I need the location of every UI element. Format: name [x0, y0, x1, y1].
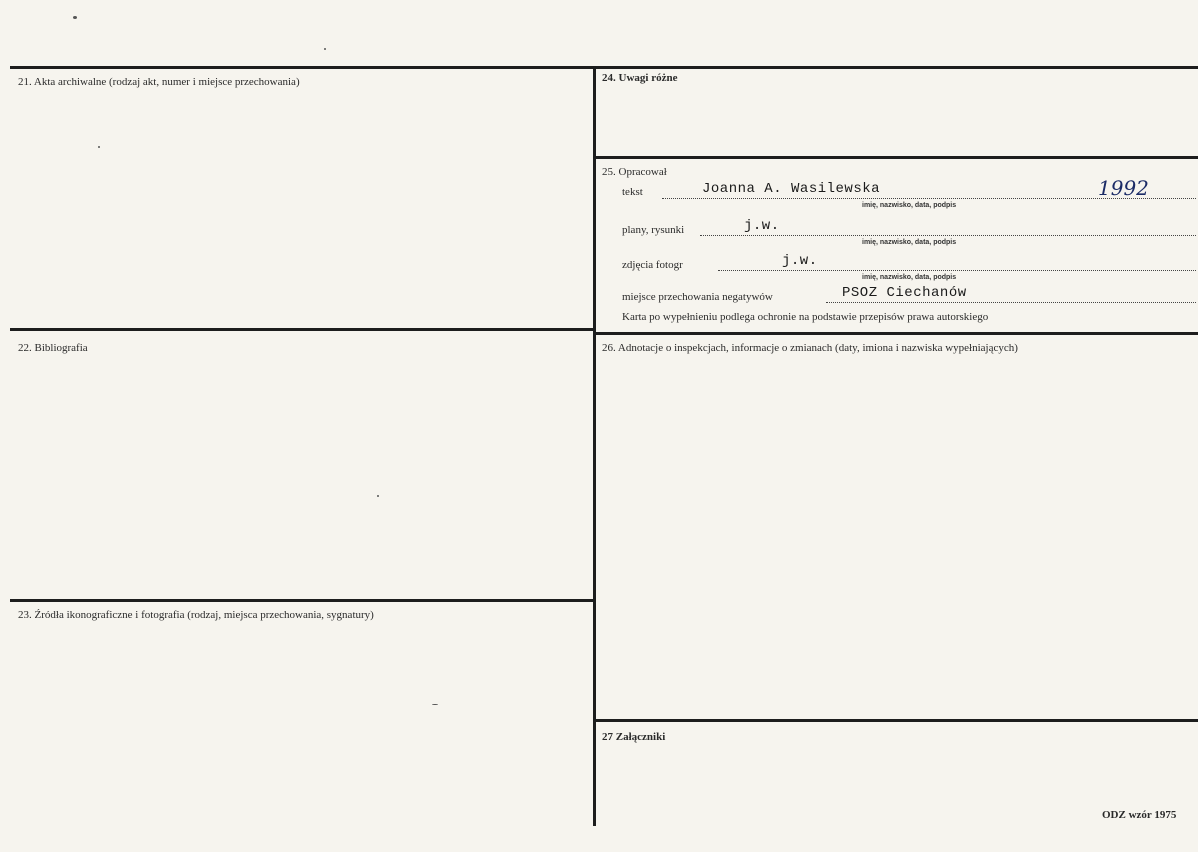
divider-26-27 — [596, 719, 1198, 722]
zdjecia-label: zdjęcia fotogr — [622, 259, 683, 271]
plany-value: j.w. — [744, 218, 780, 234]
negatywy-value: PSOZ Ciechanów — [842, 285, 967, 301]
section-24-label: 24. Uwagi różne — [602, 72, 678, 84]
tekst-value: Joanna A. Wasilewska — [702, 181, 881, 197]
divider-24-25 — [596, 156, 1198, 159]
copyright-note: Karta po wypełnieniu podlega ochronie na podstawie przepisów prawa autorskiego — [622, 311, 989, 323]
negatywy-label: miejsce przechowania negatywów — [622, 291, 773, 303]
paper-speck — [98, 146, 100, 148]
section-25-label: 25. Opracował — [602, 166, 667, 178]
center-divider — [593, 66, 596, 826]
divider-21-22 — [10, 328, 593, 331]
section-22-label: 22. Bibliografia — [18, 342, 88, 354]
section-21-label: 21. Akta archiwalne (rodzaj akt, numer i miejsce przechowania) — [18, 76, 300, 88]
divider-22-23 — [10, 599, 593, 602]
paper-speck — [73, 16, 77, 19]
negatywy-dotted-line — [826, 302, 1196, 303]
section-26-label: 26. Adnotacje o inspekcjach, informacje o zmianach (daty, imiona i nazwiska wypełniających) — [602, 342, 1018, 354]
tekst-hint: imię, nazwisko, data, podpis — [862, 202, 957, 209]
section-27-label: 27 Załączniki — [602, 731, 666, 743]
top-rule — [10, 66, 1198, 69]
form-code: ODZ wzór 1975 — [1102, 809, 1177, 821]
zdjecia-dotted-line — [718, 270, 1196, 271]
plany-hint: imię, nazwisko, data, podpis — [862, 239, 957, 246]
zdjecia-hint: imię, nazwisko, data, podpis — [862, 274, 957, 281]
paper-speck — [324, 48, 326, 50]
section-23-label: 23. Źródła ikonograficzne i fotografia (rodzaj, miejsca przechowania, sygnatury) — [18, 609, 374, 621]
tekst-label: tekst — [622, 186, 643, 198]
paper-speck — [377, 495, 379, 497]
plany-dotted-line — [700, 235, 1196, 236]
tekst-year-handwritten: 1992 — [1098, 176, 1149, 200]
divider-25-26 — [596, 332, 1198, 335]
zdjecia-value: j.w. — [782, 253, 818, 269]
plany-label: plany, rysunki — [622, 224, 685, 236]
paper-speck — [432, 704, 438, 705]
